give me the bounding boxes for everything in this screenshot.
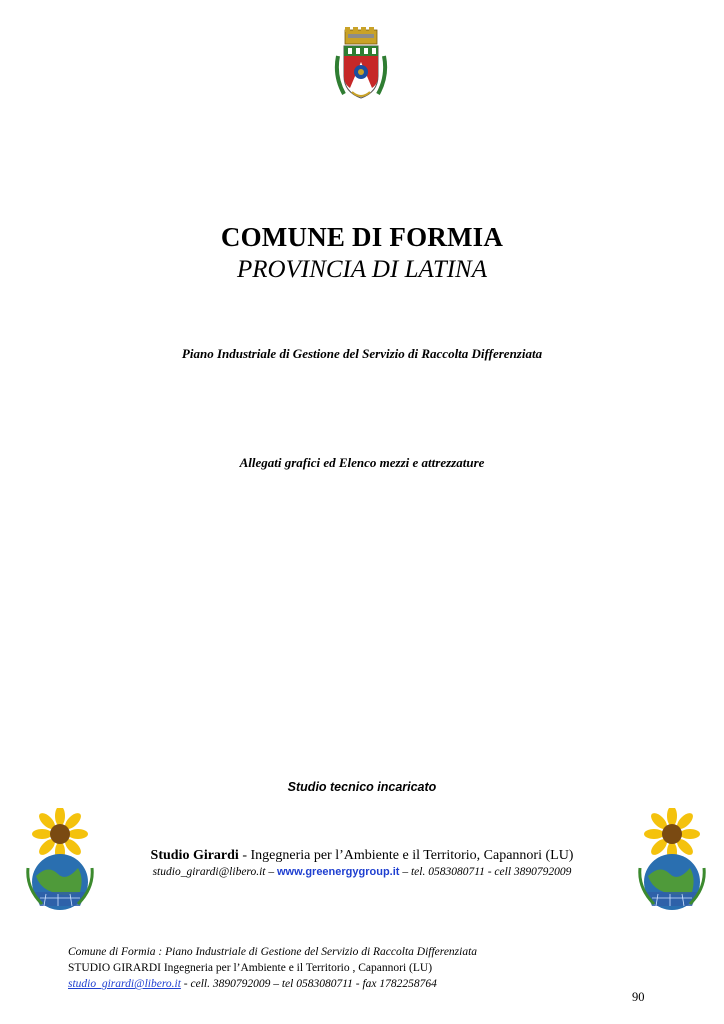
footer-contacts: - cell. 3890792009 – tel 0583080711 - fax 1782258764 <box>180 978 437 990</box>
footer-studio-description: Ingegneria per l’Ambiente e il Territorio , Capannori (LU) <box>160 962 433 974</box>
page-title: COMUNE DI FORMIA <box>220 222 504 252</box>
coat-of-arms-icon <box>332 26 390 104</box>
studio-heading: Studio tecnico incaricato <box>287 780 437 794</box>
page-number: 90 <box>632 990 645 1004</box>
page-footer <box>68 944 477 992</box>
footer-line-2 <box>68 960 477 976</box>
footer-line-1: Comune di Formia : Piano Industriale di Gestione del Servizio di Raccolta Differenziata <box>68 946 478 958</box>
studio-email[interactable]: studio_girardi@libero.it <box>152 866 266 878</box>
studio-phones: – tel. 0583080711 - cell 3890792009 <box>399 866 572 878</box>
footer-line-3 <box>68 976 477 992</box>
studio-name: Studio Girardi <box>150 848 239 863</box>
footer-studio-name: STUDIO GIRARDI <box>68 962 161 974</box>
attachments-title: Allegati grafici ed Elenco mezzi e attrezzature <box>239 455 485 470</box>
page-subtitle: PROVINCIA DI LATINA <box>237 256 487 283</box>
footer-email-link[interactable]: studio_girardi@libero.it <box>68 978 181 990</box>
studio-contacts <box>0 866 724 878</box>
studio-website-link[interactable]: www.greenergygroup.it <box>277 866 400 878</box>
plan-title: Piano Industriale di Gestione del Servizio di Raccolta Differenziata <box>181 346 543 361</box>
studio-info <box>0 848 724 864</box>
studio-description: - Ingegneria per l’Ambiente e il Territorio, Capannori (LU) <box>238 848 574 863</box>
separator: – <box>265 866 277 878</box>
